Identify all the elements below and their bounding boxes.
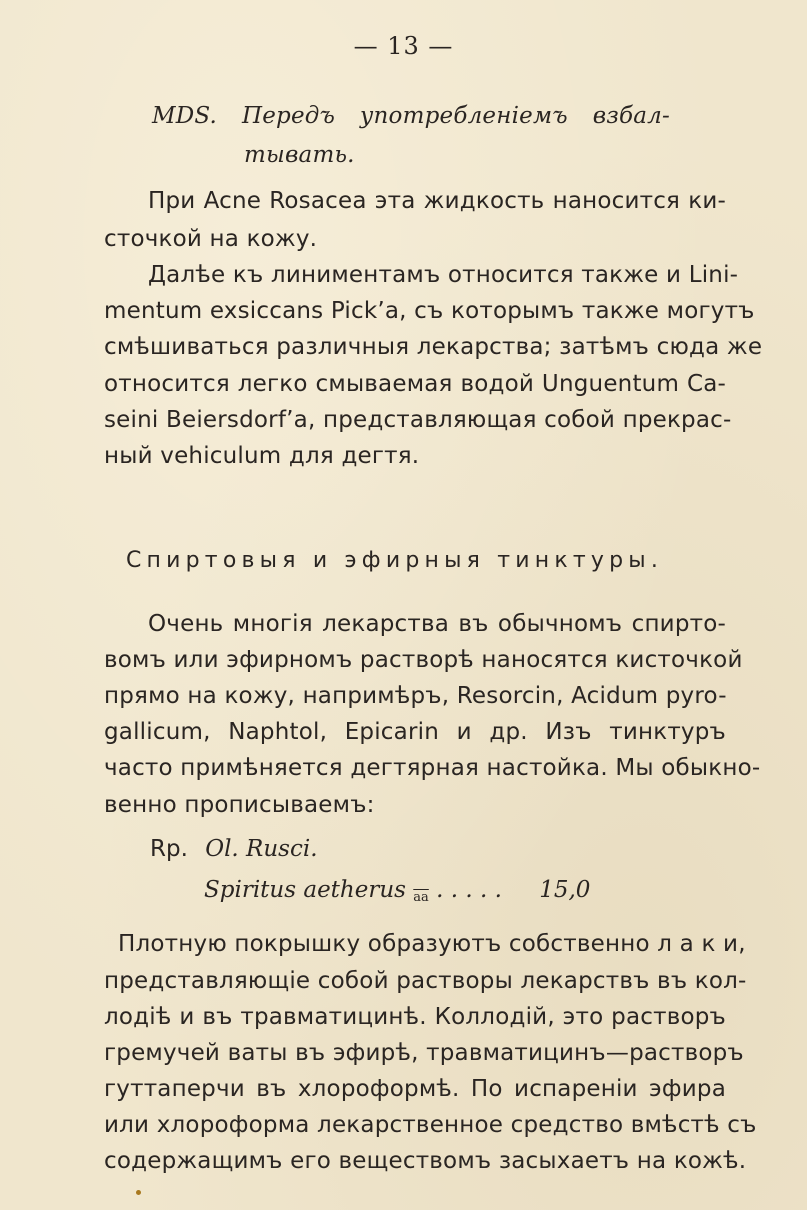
para3-line-1: Очень многія лекарства въ обычномъ спирто- — [148, 611, 726, 637]
para4-line-6: или хлороформа лекарственное средство вмѣстѣ съ — [104, 1112, 757, 1138]
aa-mark: $\overline{aa}$ — [413, 890, 429, 905]
para3-line-2: вомъ или эфирномъ растворѣ наносятся кисточкой — [104, 647, 743, 673]
para4-line-4: гремучей ваты въ эфирѣ, травматицинъ—растворъ — [104, 1040, 744, 1066]
mds-line-1: MDS. Передъ употребленіемъ взбал- — [152, 103, 670, 129]
page-number: — 13 — — [353, 32, 454, 60]
para3-line-3: прямо на кожу, напримѣръ, Resorcin, Acidum pyro- — [104, 683, 727, 709]
para2-line-4: относится легко смываемая водой Unguentum Ca- — [104, 371, 726, 397]
para4-line-1: Плотную покрышку образуютъ собственно л а к и, — [118, 931, 746, 957]
para3-line-6: венно прописываемъ: — [104, 792, 375, 818]
ingredient-spiritus: Spiritus aetherus — [204, 877, 406, 903]
para2-line-3: смѣшиваться различныя лекарства; затѣмъ сюда же — [104, 334, 763, 360]
para4-line-7: содержащимъ его веществомъ засыхаетъ на кожѣ. — [104, 1148, 747, 1174]
section-heading: Спиртовыя и эфирныя тинктуры. — [126, 548, 664, 573]
para3-line-4: gallicum, Naphtol, Epicarin и др. Изъ тинктуръ — [104, 719, 726, 745]
para2-line-5: seini Beiersdorf’a, представляющая собой прекрас- — [104, 407, 732, 433]
para4-line-2: представляющіе собой растворы лекарствъ въ кол- — [104, 968, 747, 994]
rp-label: Rp. — [150, 836, 188, 862]
prescription-line-1 — [150, 836, 318, 862]
ingredient-ol-rusci: Ol. Rusci. — [205, 836, 318, 862]
paper-speck — [136, 1190, 141, 1195]
para3-line-5: часто примѣняется дегтярная настойка. Мы обыкно- — [104, 755, 761, 781]
para1-line-1: При Acne Rosacea эта жидкость наносится ки- — [148, 188, 726, 214]
mds-line-2: тывать. — [244, 142, 355, 168]
prescription-amount: 15,0 — [539, 877, 591, 903]
para2-line-6: ный vehiculum для дегтя. — [104, 443, 420, 469]
para4-line-5: гуттаперчи въ хлороформѣ. По испареніи эфира — [104, 1076, 726, 1102]
prescription-line-2 — [204, 877, 590, 905]
para2-line-1: Далѣе къ линиментамъ относится также и Lini- — [148, 262, 739, 288]
prescription-dots: . . . . . — [436, 877, 502, 903]
para1-line-2: сточкой на кожу. — [104, 226, 318, 252]
para4-line-3: лодіѣ и въ травматицинѣ. Коллодій, это растворъ — [104, 1004, 726, 1030]
para2-line-2: mentum exsiccans Pick’a, съ которымъ также могутъ — [104, 298, 755, 324]
